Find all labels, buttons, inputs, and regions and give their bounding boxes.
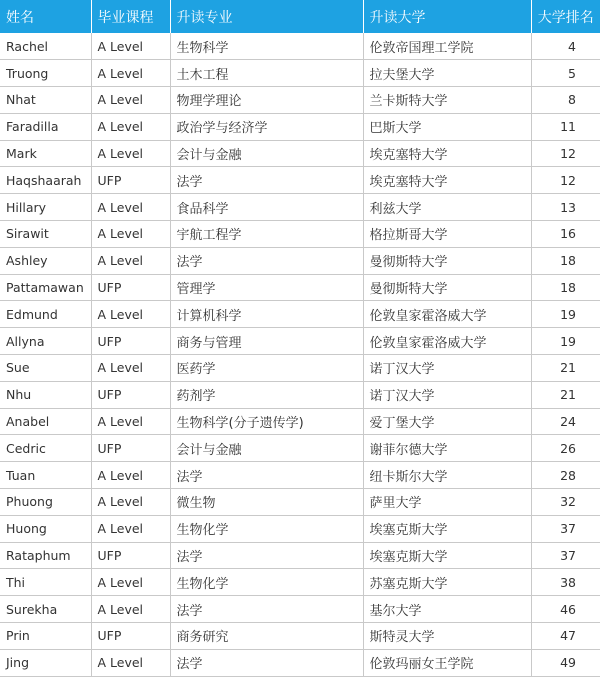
student-name-cell: Pattamawan xyxy=(0,274,91,301)
table-row xyxy=(0,355,600,382)
table-row xyxy=(0,301,600,328)
table-body xyxy=(0,33,600,676)
course-cell: UFP xyxy=(91,435,170,462)
university-cell: 曼彻斯特大学 xyxy=(363,274,531,301)
major-cell: 计算机科学 xyxy=(170,301,363,328)
course-cell: A Level xyxy=(91,33,170,60)
course-cell: UFP xyxy=(91,623,170,650)
university-cell: 苏塞克斯大学 xyxy=(363,569,531,596)
ranking-cell: 18 xyxy=(531,274,600,301)
table-row xyxy=(0,87,600,114)
university-cell: 诺丁汉大学 xyxy=(363,355,531,382)
table-row xyxy=(0,140,600,167)
student-name-cell: Rataphum xyxy=(0,542,91,569)
major-cell: 法学 xyxy=(170,596,363,623)
course-cell: UFP xyxy=(91,328,170,355)
ranking-cell: 19 xyxy=(531,328,600,355)
ranking-cell: 16 xyxy=(531,221,600,248)
student-name-cell: Anabel xyxy=(0,408,91,435)
course-cell: A Level xyxy=(91,649,170,676)
student-name-cell: Edmund xyxy=(0,301,91,328)
header-university: 升读大学 xyxy=(363,0,531,33)
major-cell: 法学 xyxy=(170,462,363,489)
university-cell: 谢菲尔德大学 xyxy=(363,435,531,462)
major-cell: 土木工程 xyxy=(170,60,363,87)
course-cell: UFP xyxy=(91,381,170,408)
ranking-cell: 8 xyxy=(531,87,600,114)
header-row xyxy=(0,0,600,33)
major-cell: 商务与管理 xyxy=(170,328,363,355)
major-cell: 法学 xyxy=(170,649,363,676)
table-row xyxy=(0,542,600,569)
ranking-cell: 21 xyxy=(531,355,600,382)
major-cell: 医药学 xyxy=(170,355,363,382)
major-cell: 微生物 xyxy=(170,489,363,516)
table-row xyxy=(0,113,600,140)
course-cell: A Level xyxy=(91,569,170,596)
university-cell: 伦敦皇家霍洛威大学 xyxy=(363,328,531,355)
table-row xyxy=(0,274,600,301)
major-cell: 政治学与经济学 xyxy=(170,113,363,140)
major-cell: 管理学 xyxy=(170,274,363,301)
course-cell: A Level xyxy=(91,462,170,489)
table-row xyxy=(0,221,600,248)
major-cell: 生物化学 xyxy=(170,569,363,596)
course-cell: A Level xyxy=(91,247,170,274)
table-row xyxy=(0,408,600,435)
university-cell: 伦敦帝国理工学院 xyxy=(363,33,531,60)
course-cell: A Level xyxy=(91,408,170,435)
university-cell: 基尔大学 xyxy=(363,596,531,623)
student-name-cell: Cedric xyxy=(0,435,91,462)
ranking-cell: 13 xyxy=(531,194,600,221)
university-cell: 伦敦玛丽女王学院 xyxy=(363,649,531,676)
course-cell: A Level xyxy=(91,113,170,140)
table-row xyxy=(0,569,600,596)
course-cell: A Level xyxy=(91,140,170,167)
table-row xyxy=(0,328,600,355)
ranking-cell: 32 xyxy=(531,489,600,516)
ranking-cell: 49 xyxy=(531,649,600,676)
student-name-cell: Jing xyxy=(0,649,91,676)
university-cell: 埃克塞特大学 xyxy=(363,167,531,194)
student-name-cell: Thi xyxy=(0,569,91,596)
ranking-cell: 19 xyxy=(531,301,600,328)
student-name-cell: Sue xyxy=(0,355,91,382)
course-cell: A Level xyxy=(91,489,170,516)
major-cell: 法学 xyxy=(170,247,363,274)
table-row xyxy=(0,489,600,516)
table-row xyxy=(0,33,600,60)
course-cell: A Level xyxy=(91,301,170,328)
course-cell: A Level xyxy=(91,515,170,542)
course-cell: A Level xyxy=(91,194,170,221)
table-row xyxy=(0,247,600,274)
student-name-cell: Nhat xyxy=(0,87,91,114)
ranking-cell: 24 xyxy=(531,408,600,435)
major-cell: 会计与金融 xyxy=(170,140,363,167)
student-name-cell: Mark xyxy=(0,140,91,167)
major-cell: 生物科学(分子遗传学) xyxy=(170,408,363,435)
major-cell: 法学 xyxy=(170,542,363,569)
header-ranking: 大学排名 xyxy=(531,0,600,33)
student-name-cell: Surekha xyxy=(0,596,91,623)
ranking-cell: 37 xyxy=(531,542,600,569)
student-name-cell: Ashley xyxy=(0,247,91,274)
course-cell: UFP xyxy=(91,167,170,194)
university-cell: 巴斯大学 xyxy=(363,113,531,140)
major-cell: 生物化学 xyxy=(170,515,363,542)
major-cell: 商务研究 xyxy=(170,623,363,650)
course-cell: A Level xyxy=(91,87,170,114)
header-course: 毕业课程 xyxy=(91,0,170,33)
table-row xyxy=(0,649,600,676)
student-name-cell: Prin xyxy=(0,623,91,650)
major-cell: 会计与金融 xyxy=(170,435,363,462)
student-name-cell: Allyna xyxy=(0,328,91,355)
university-cell: 萨里大学 xyxy=(363,489,531,516)
ranking-cell: 4 xyxy=(531,33,600,60)
table-row xyxy=(0,515,600,542)
ranking-cell: 21 xyxy=(531,381,600,408)
ranking-cell: 12 xyxy=(531,140,600,167)
university-cell: 纽卡斯尔大学 xyxy=(363,462,531,489)
student-name-cell: Nhu xyxy=(0,381,91,408)
header-name: 姓名 xyxy=(0,0,91,33)
major-cell: 物理学理论 xyxy=(170,87,363,114)
table-row xyxy=(0,60,600,87)
ranking-cell: 18 xyxy=(531,247,600,274)
table-row xyxy=(0,596,600,623)
ranking-cell: 5 xyxy=(531,60,600,87)
university-cell: 埃塞克斯大学 xyxy=(363,515,531,542)
table-row xyxy=(0,623,600,650)
university-cell: 拉夫堡大学 xyxy=(363,60,531,87)
university-cell: 埃克塞特大学 xyxy=(363,140,531,167)
university-cell: 兰卡斯特大学 xyxy=(363,87,531,114)
university-cell: 曼彻斯特大学 xyxy=(363,247,531,274)
ranking-cell: 28 xyxy=(531,462,600,489)
header-major: 升读专业 xyxy=(170,0,363,33)
university-cell: 埃塞克斯大学 xyxy=(363,542,531,569)
ranking-cell: 26 xyxy=(531,435,600,462)
university-cell: 利兹大学 xyxy=(363,194,531,221)
ranking-cell: 11 xyxy=(531,113,600,140)
university-cell: 伦敦皇家霍洛威大学 xyxy=(363,301,531,328)
student-name-cell: Sirawit xyxy=(0,221,91,248)
course-cell: A Level xyxy=(91,355,170,382)
university-cell: 格拉斯哥大学 xyxy=(363,221,531,248)
major-cell: 药剂学 xyxy=(170,381,363,408)
major-cell: 食品科学 xyxy=(170,194,363,221)
course-cell: A Level xyxy=(91,221,170,248)
table-row xyxy=(0,462,600,489)
student-name-cell: Rachel xyxy=(0,33,91,60)
major-cell: 宇航工程学 xyxy=(170,221,363,248)
university-cell: 诺丁汉大学 xyxy=(363,381,531,408)
student-name-cell: Hillary xyxy=(0,194,91,221)
course-cell: UFP xyxy=(91,542,170,569)
ranking-cell: 47 xyxy=(531,623,600,650)
student-name-cell: Faradilla xyxy=(0,113,91,140)
ranking-cell: 38 xyxy=(531,569,600,596)
table-row xyxy=(0,435,600,462)
major-cell: 生物科学 xyxy=(170,33,363,60)
table-row xyxy=(0,381,600,408)
major-cell: 法学 xyxy=(170,167,363,194)
ranking-cell: 37 xyxy=(531,515,600,542)
student-name-cell: Huong xyxy=(0,515,91,542)
student-name-cell: Tuan xyxy=(0,462,91,489)
university-cell: 斯特灵大学 xyxy=(363,623,531,650)
ranking-cell: 12 xyxy=(531,167,600,194)
table-header xyxy=(0,0,600,33)
student-name-cell: Truong xyxy=(0,60,91,87)
student-name-cell: Phuong xyxy=(0,489,91,516)
university-cell: 爱丁堡大学 xyxy=(363,408,531,435)
table-row xyxy=(0,167,600,194)
course-cell: A Level xyxy=(91,60,170,87)
course-cell: UFP xyxy=(91,274,170,301)
student-name-cell: Haqshaarah xyxy=(0,167,91,194)
table-row xyxy=(0,194,600,221)
ranking-cell: 46 xyxy=(531,596,600,623)
course-cell: A Level xyxy=(91,596,170,623)
